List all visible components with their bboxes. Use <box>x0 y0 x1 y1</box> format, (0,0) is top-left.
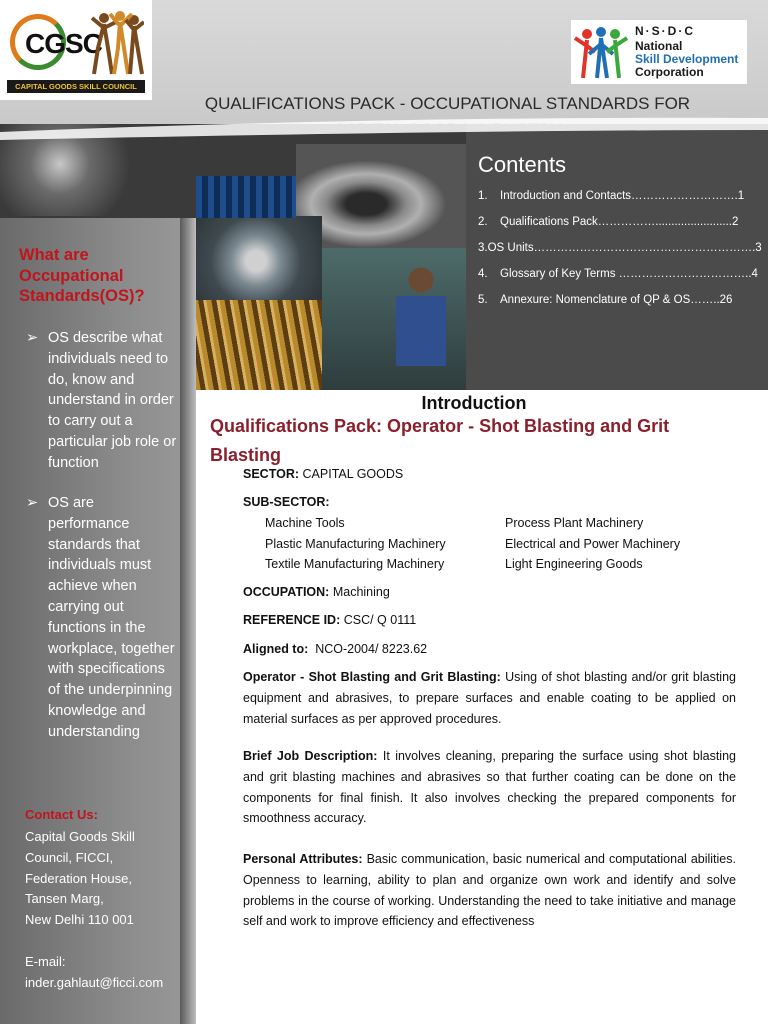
aligned-to-field: Aligned to: NCO-2004/ 8223.62 <box>243 642 428 656</box>
contact-address: Capital Goods Skill Council, FICCI, Federation House, Tansen Marg, New Delhi 110 001 E-mail: inder.gahlaut@ficci.com <box>25 827 190 993</box>
contents-item[interactable]: 5. Annexure: Nomenclature of QP & OS……..26 <box>478 294 733 306</box>
role-description: Operator - Shot Blasting and Grit Blasting: Using of shot blasting and/or grit blasting equipment and abrasives, to prepare surfaces and enable coating to be applied on material surfaces as per approved procedures. <box>243 670 736 726</box>
contents-item[interactable]: 4. Glossary of Key Terms ……………………………..4 <box>478 268 758 280</box>
contents-item[interactable]: 3. OS Units………………………………………………….3 <box>478 242 762 254</box>
drill-bits-photo <box>196 300 322 392</box>
qp-title: Qualifications Pack: Operator - Shot Blasting and Grit Blasting <box>210 416 670 465</box>
nsdc-name-line2: Skill Development <box>635 52 739 66</box>
os-bullet: ➢ OS are performance standards that individuals must achieve when carrying out functions in the workplace, together with specifications of the underpinning knowledge and understanding <box>26 495 175 740</box>
contents-item[interactable]: 2. Qualifications Pack……………........................2 <box>478 216 739 228</box>
cgsc-tagline: CAPITAL GOODS SKILL COUNCIL <box>7 80 145 93</box>
personal-attributes: Personal Attributes: Basic communication, basic numerical and computational abilities. Openness to learning, ability to plan and organize own work and identify and solve problems in the course of working. Understanding the need to take initiative and manage self and work to improve efficiency and effectiveness <box>243 852 736 929</box>
nsdc-abbr: N·S·D·C <box>635 24 695 38</box>
arrow-bullet-icon: ➢ <box>26 495 39 511</box>
subsector-item: Plastic Manufacturing Machinery <box>265 537 446 551</box>
occupation-field: OCCUPATION: Machining <box>243 585 390 599</box>
nsdc-figures-icon <box>573 24 629 82</box>
os-bullet: ➢ OS describe what individuals need to do, know and understand in order to carry out a particular job role or function <box>26 330 177 471</box>
subsector-item: Process Plant Machinery <box>505 516 644 530</box>
contents-heading: Contents <box>478 152 567 177</box>
brief-job-description: Brief Job Description: It involves cleaning, preparing the surface using shot blasting and grit blasting machines and abrasives so that further coating can be done on the components for final finish. It also involves checking the prepared components for smoothness accuracy. <box>243 749 736 826</box>
arrow-bullet-icon: ➢ <box>26 330 39 346</box>
blue-lines-photo <box>196 176 296 218</box>
subsector-item: Machine Tools <box>265 516 345 530</box>
nsdc-logo <box>571 20 747 84</box>
subsector-item: Electrical and Power Machinery <box>505 537 681 551</box>
contents-item[interactable]: 1. Introduction and Contacts……………………….1 <box>478 190 745 202</box>
machinist-figure <box>386 264 456 374</box>
reference-id-field: REFERENCE ID: CSC/ Q 0111 <box>243 613 417 627</box>
os-heading: What are Occupational Standards(OS)? <box>19 246 145 305</box>
cgsc-logo <box>0 0 152 100</box>
sector-field: SECTOR: CAPITAL GOODS <box>243 467 404 481</box>
cgsc-logo-text: CGSC <box>25 28 102 59</box>
header-swoosh <box>0 116 768 156</box>
email-label: E-mail: <box>25 953 66 969</box>
email-link[interactable]: inder.gahlaut@ficci.com <box>25 974 164 990</box>
subsector-label: SUB-SECTOR: <box>243 495 330 509</box>
subsector-item: Textile Manufacturing Machinery <box>265 557 445 571</box>
page-title-line1: QUALIFICATIONS PACK - OCCUPATIONAL STANDARDS FOR <box>204 94 691 113</box>
contact-heading: Contact Us: <box>25 807 98 822</box>
pipe-photo <box>296 144 476 248</box>
introduction-heading: Introduction <box>421 393 527 413</box>
nsdc-name-line1: National <box>635 39 683 53</box>
contents-list <box>478 184 760 314</box>
people-figures-icon <box>90 8 144 80</box>
subsector-item: Light Engineering Goods <box>505 557 643 571</box>
gear-photo <box>196 216 322 300</box>
nsdc-name-line3: Corporation <box>635 65 704 79</box>
